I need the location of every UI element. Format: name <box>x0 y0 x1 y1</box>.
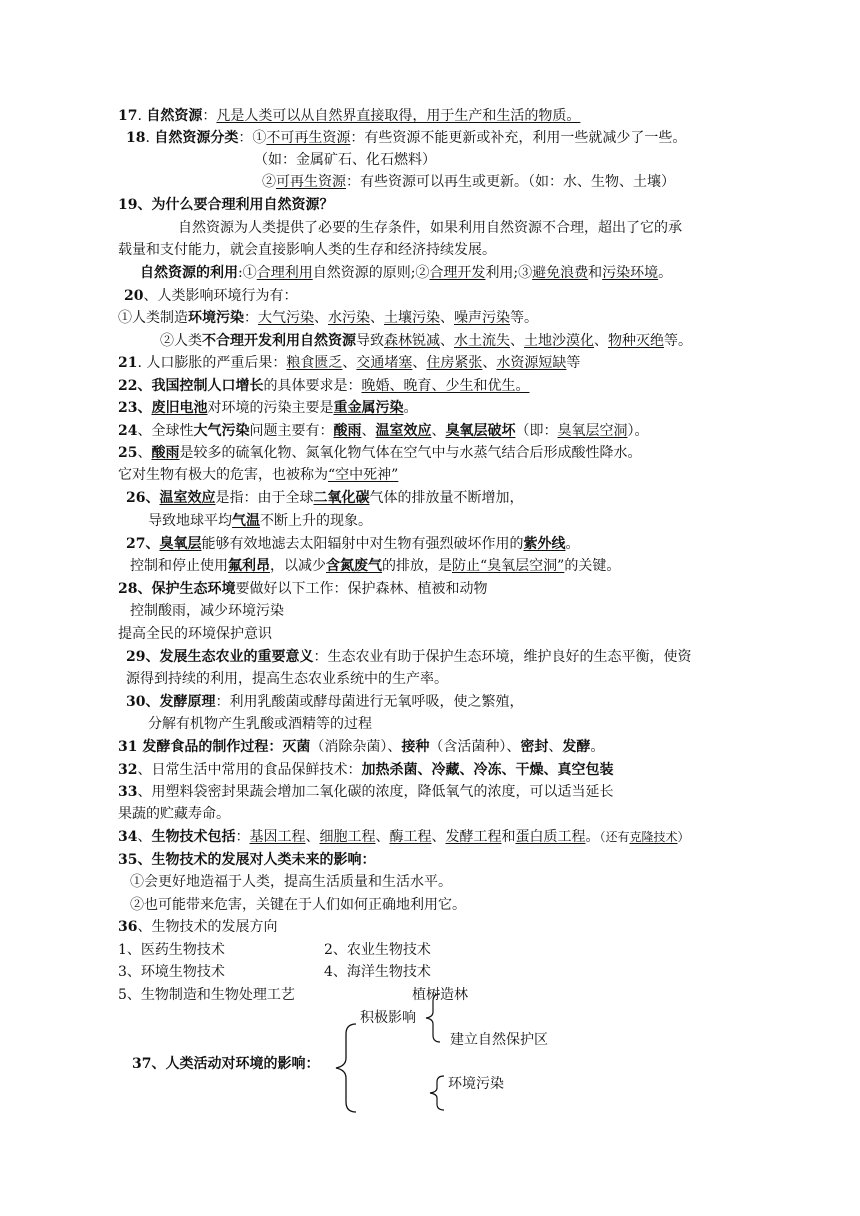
term: 蛋白质工程 <box>515 829 586 845</box>
term-renewable: 可再生资源 <box>276 174 346 190</box>
note: （还有 <box>599 830 630 844</box>
text: 导致地球平均 <box>148 513 232 529</box>
term: 酸雨 <box>151 445 180 461</box>
item-29-b: 源得到持续的利用，提高生态农业系统中的生产率。 <box>126 671 448 687</box>
term: 废旧电池 <box>151 400 208 416</box>
term: 防止“臭氧层空洞” <box>452 558 565 574</box>
item-32 <box>118 760 613 780</box>
item-19-text-2: 载量和支付能力，就会直接影响人类的生存和经济持续发展。 <box>118 242 496 258</box>
term: 细胞工程 <box>319 829 376 845</box>
term: 含氮废气 <box>326 558 382 574</box>
direction-4: 4、海洋生物技术 <box>324 964 431 980</box>
direction-5: 5、生物制造和生物处理工艺 <box>118 987 295 1003</box>
item-34 <box>118 827 690 847</box>
item-35-b: ②也可能带来危害，关键在于人们如何正确地利用它。 <box>130 897 466 913</box>
colon: ： <box>202 108 217 124</box>
term: 噪声污染 <box>454 310 510 326</box>
term: 大气污染 <box>258 310 314 326</box>
item-30 <box>126 692 523 712</box>
direction-2: 2、农业生物技术 <box>324 942 431 958</box>
sep: 、 <box>305 829 320 845</box>
term-nonrenewable: 不可再生资源 <box>266 130 351 146</box>
text: 导致 <box>356 333 384 349</box>
item-number: 32 <box>118 762 138 778</box>
term: 温室效应 <box>159 490 216 506</box>
term: 重金属污染 <box>333 400 404 416</box>
definition: 凡是人类可以从自然界直接取得，用于生产和生活的物质。 <box>216 108 581 124</box>
term: 避免浪费 <box>532 265 589 281</box>
item-35-a: ①会更好地造福于人类，提高生活质量和生活水平。 <box>130 874 452 890</box>
sep: 、 <box>314 310 328 326</box>
item-28-c: 提高全民的环境保护意识 <box>118 626 272 642</box>
text: 和 <box>501 829 516 845</box>
item-27 <box>126 534 579 554</box>
direction-1: 1、医药生物技术 <box>118 942 225 958</box>
item-18-renewable <box>262 172 675 192</box>
item-20-b <box>160 331 692 351</box>
item-33-b: 果蔬的贮藏寿命。 <box>118 806 230 822</box>
text: 和 <box>588 265 603 281</box>
circle-number: ① <box>252 130 267 146</box>
term: 污染环境 <box>602 265 659 281</box>
item-number: 24 <box>118 423 138 439</box>
item-25-b <box>118 465 398 485</box>
term-bold: 28、保护生态环境 <box>118 581 236 597</box>
item-number: 18 <box>126 130 146 146</box>
text: 对环境的污染主要是 <box>207 400 334 416</box>
item-18-example: （如：金属矿石、化石燃料） <box>254 152 436 168</box>
item-number: 36 <box>118 919 138 935</box>
item-number: 23、 <box>118 400 152 416</box>
text: 。 <box>658 265 673 281</box>
neg-item-pollution: 环境污染 <box>448 1076 504 1092</box>
item-21 <box>118 353 580 373</box>
term: 臭氧层破坏 <box>445 423 516 439</box>
sep: 、 <box>594 333 608 349</box>
text: ： <box>235 829 250 845</box>
text: ：利用乳酸菌或酵母菌进行无氧呼吸，使之繁殖， <box>215 694 524 710</box>
text: 。 <box>565 536 580 552</box>
item-20 <box>124 286 297 306</box>
text: ①人类制造 <box>118 310 188 326</box>
item-20-a <box>118 308 538 328</box>
item-33 <box>118 782 613 802</box>
term-bold: 22、我国控制人口增长 <box>118 378 264 394</box>
term-bold: 发酵 <box>562 739 591 755</box>
term: 臭氧层 <box>159 536 202 552</box>
direction-3: 3、环境生物技术 <box>118 964 225 980</box>
term-bold: 30、发酵原理 <box>126 694 216 710</box>
text: 不断上升的现象。 <box>260 513 372 529</box>
term-bold: 密封 <box>520 739 549 755</box>
item-number: 25 <box>118 445 138 461</box>
item-number: 20 <box>124 288 144 304</box>
item-number: 17 <box>118 108 138 124</box>
text: ：有些资源可以再生或更新。（如：水、生物、土壤） <box>346 174 675 190</box>
term: “空中死神” <box>328 467 399 483</box>
term: 温室效应 <box>375 423 432 439</box>
sep: 、 <box>342 355 357 371</box>
text: （消除杂菌）、 <box>310 739 402 755</box>
text: 等。 <box>664 333 692 349</box>
item-number: 21 <box>118 355 138 371</box>
item-37-title: 37、人类活动对环境的影响： <box>132 1056 320 1072</box>
text: 的关键。 <box>564 558 621 574</box>
positive-impact-label: 积极影响 <box>360 1010 416 1026</box>
term: 森林锐减 <box>384 333 440 349</box>
sep: 、 <box>370 310 384 326</box>
text: 要做好以下工作：保护森林、植被和动物 <box>235 581 488 597</box>
term: 水土流失 <box>454 333 510 349</box>
sep: 、 <box>361 423 376 439</box>
item-29 <box>126 647 691 667</box>
term: 发酵工程 <box>445 829 502 845</box>
term-title: 自然资源分类 <box>154 130 239 146</box>
text: 控制和停止使用 <box>130 558 228 574</box>
text: 、 <box>548 739 563 755</box>
term: 酸雨 <box>333 423 362 439</box>
separator: . <box>137 108 142 124</box>
negative-brace-icon <box>424 1074 446 1112</box>
item-28 <box>118 579 487 599</box>
text: 。 <box>590 739 605 755</box>
term: 水污染 <box>328 310 370 326</box>
text: 的排放，是 <box>382 558 452 574</box>
term-bold: 31 发酵食品的制作过程：灭菌 <box>118 739 311 755</box>
term-bold: 大气污染 <box>193 423 250 439</box>
term: 粮食匮乏 <box>286 355 343 371</box>
item-30-b: 分解有机物产生乳酸或酒精等的过程 <box>148 716 372 732</box>
item-23 <box>118 398 417 418</box>
term-bold: 加热杀菌、冷藏、冷冻、干燥、真空包装 <box>361 762 614 778</box>
text: ： <box>244 310 258 326</box>
item-18 <box>126 128 686 148</box>
item-number: 27、 <box>126 536 160 552</box>
text: 能够有效地滤去太阳辐射中对生物有强烈破坏作用的 <box>201 536 524 552</box>
resource-use <box>140 263 672 283</box>
term: 合理开发 <box>429 265 486 281</box>
pos-item-nature-reserve: 建立自然保护区 <box>450 1032 548 1048</box>
sep: 、 <box>510 333 524 349</box>
text: 的具体要求是： <box>263 378 362 394</box>
term: 氟利昂 <box>228 558 270 574</box>
item-26-b <box>148 511 372 531</box>
text: . 人口膨胀的严重后果： <box>137 355 287 371</box>
term: 酶工程 <box>389 829 432 845</box>
colon: ： <box>238 130 253 146</box>
pos-item-afforestation: 植树造林 <box>412 987 468 1003</box>
term: 住房紧张 <box>426 355 483 371</box>
item-31 <box>118 737 604 757</box>
item-27-b <box>130 556 620 576</box>
text: 气体的排放量不断增加， <box>369 490 524 506</box>
text: 等 <box>566 355 581 371</box>
term: 交通堵塞 <box>356 355 413 371</box>
text: 、生物技术的发展方向 <box>137 919 278 935</box>
separator: . <box>145 130 150 146</box>
item-19-text-1: 自然资源为人类提供了必要的生存条件，如果利用自然资源不合理，超出了它的承 <box>178 220 682 236</box>
text: 它对生物有极大的危害，也被称为 <box>118 467 328 483</box>
sep: 、 <box>375 829 390 845</box>
term: 水资源短缺 <box>496 355 567 371</box>
item-25 <box>118 443 641 463</box>
text: ，以减少 <box>270 558 326 574</box>
item-number: 33 <box>118 784 138 800</box>
term-bold: 生物技术包括 <box>151 829 236 845</box>
term: 土地沙漠化 <box>524 333 594 349</box>
item-24 <box>118 421 648 441</box>
term: 臭氧层空洞 <box>557 423 628 439</box>
term: 气温 <box>232 513 260 529</box>
text: （即： <box>515 423 558 439</box>
text: :① <box>238 265 257 281</box>
item-35 <box>118 850 375 870</box>
item-28-b: 控制酸雨，减少环境污染 <box>130 603 284 619</box>
text: 、 <box>137 829 152 845</box>
text: 是指：由于全球 <box>215 490 314 506</box>
term: 基因工程 <box>249 829 306 845</box>
sep: 、 <box>431 423 446 439</box>
big-brace-icon <box>330 1022 360 1114</box>
term-bold: 接种 <box>401 739 430 755</box>
term: 土壤污染 <box>384 310 440 326</box>
sep: 、 <box>482 355 497 371</box>
term: 合理利用 <box>256 265 313 281</box>
text: 利用;③ <box>485 265 533 281</box>
sep: 、 <box>412 355 427 371</box>
text: 、 <box>137 445 152 461</box>
item-26 <box>126 488 523 508</box>
text: ：有些资源不能更新或补充，利用一些就减少了一些。 <box>350 130 687 146</box>
text: 、人类影响环境行为有： <box>143 288 298 304</box>
sep: 、 <box>431 829 446 845</box>
term-bold: 29、发展生态农业的重要意义 <box>126 649 314 665</box>
text: 。 <box>403 400 418 416</box>
positive-brace-icon <box>420 992 442 1044</box>
text: 问题主要有： <box>249 423 334 439</box>
term: 二氧化碳 <box>313 490 370 506</box>
text: ②人类 <box>160 333 202 349</box>
text: ）。 <box>627 423 649 439</box>
item-number: 34 <box>118 829 138 845</box>
term: 物种灭绝 <box>608 333 664 349</box>
term: 晚婚、晚育、少生和优生。 <box>361 378 530 394</box>
text: 、日常生活中常用的食品保鲜技术： <box>137 762 362 778</box>
text: 。 <box>585 829 600 845</box>
term: 紫外线 <box>523 536 566 552</box>
term-bold: 环境污染 <box>188 310 244 326</box>
text: ：生态农业有助于保护生态环境，维护良好的生态平衡，使资 <box>313 649 692 665</box>
text: （含活菌种）、 <box>429 739 521 755</box>
term-title: 自然资源的利用 <box>140 265 238 281</box>
item-number: 26、 <box>126 490 160 506</box>
text: 、全球性 <box>137 423 194 439</box>
note: ） <box>677 830 690 844</box>
sep: 、 <box>440 310 454 326</box>
item-19-heading: 19、为什么要合理利用自然资源？ <box>118 197 334 213</box>
text: 等。 <box>510 310 538 326</box>
note-term: 克隆技术 <box>629 830 678 844</box>
sep: 、 <box>440 333 454 349</box>
term-title: 自然资源 <box>146 108 203 124</box>
item-36 <box>118 917 277 937</box>
term-bold: 不合理开发利用自然资源 <box>202 333 356 349</box>
text: 自然资源的原则;② <box>312 265 430 281</box>
text: 、用塑料袋密封果蔬会增加二氧化碳的浓度，降低氧气的浓度，可以适当延长 <box>137 784 614 800</box>
text: 是较多的硫氧化物、氮氧化物气体在空气中与水蒸气结合后形成酸性降水。 <box>179 445 642 461</box>
circle-number: ② <box>262 174 276 190</box>
item-17 <box>118 106 580 126</box>
term-bold: 35、生物技术的发展对人类未来的影响： <box>118 852 376 868</box>
item-22 <box>118 376 529 396</box>
